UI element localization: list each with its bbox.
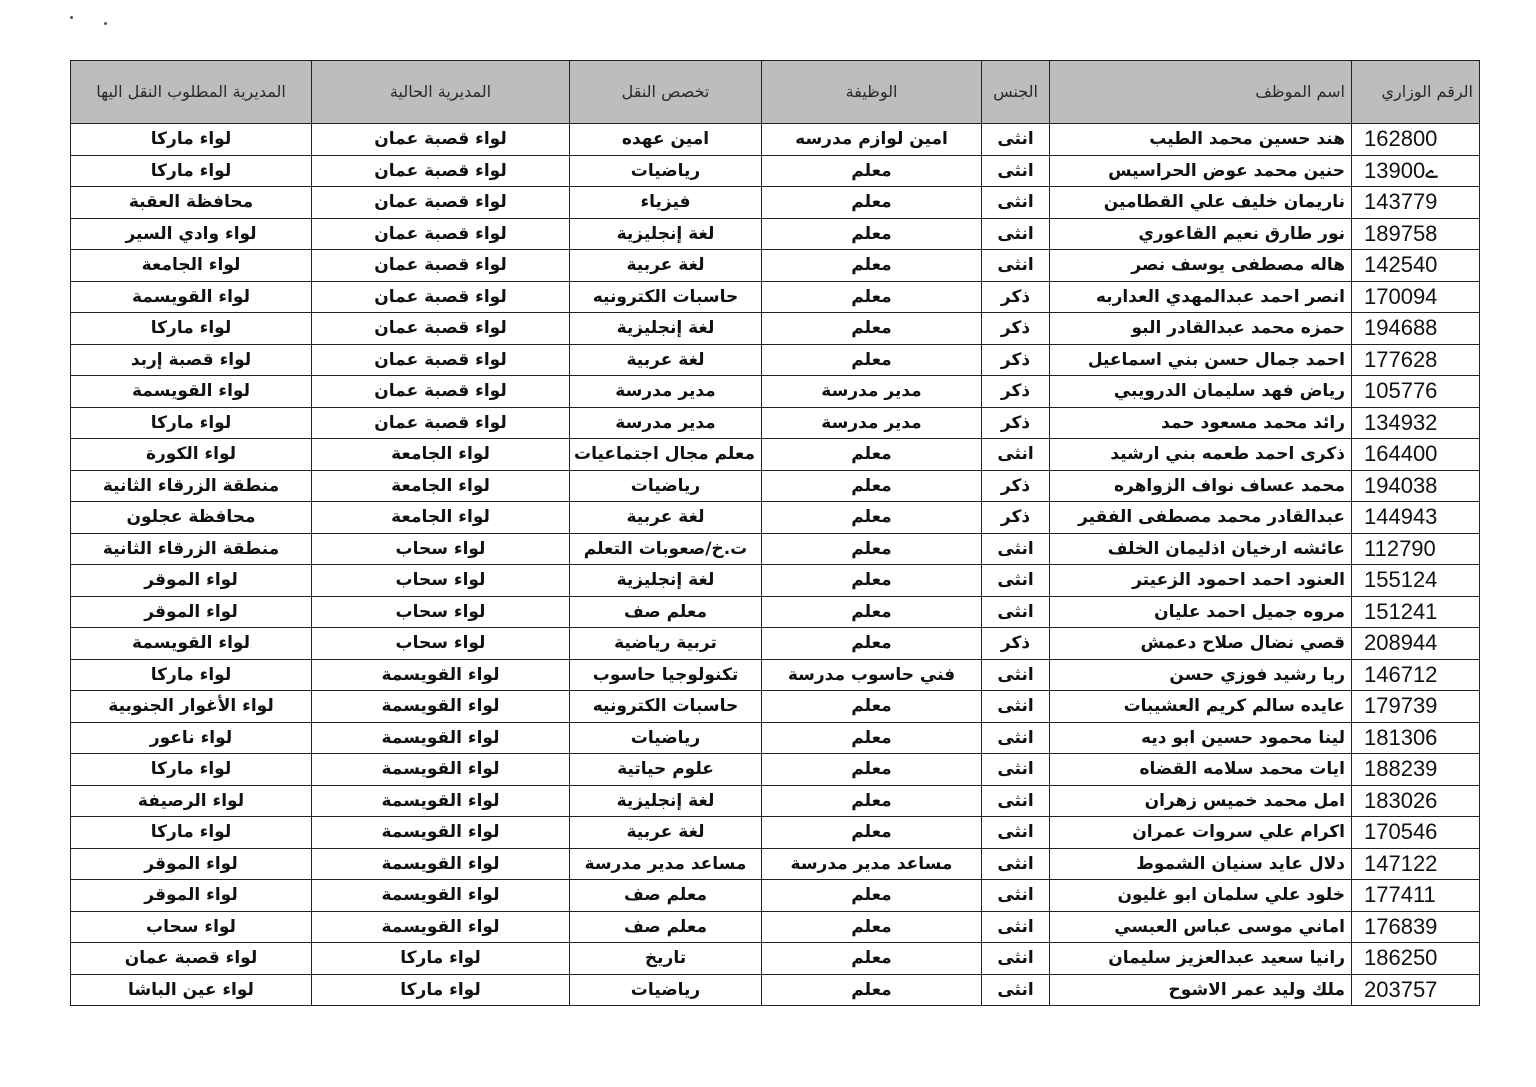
table-header-row — [71, 61, 1480, 124]
gender-cell: ذكر — [982, 470, 1050, 502]
specialty-cell: لغة إنجليزية — [570, 785, 762, 817]
specialty-cell: فيزياء — [570, 187, 762, 219]
requested-directorate-cell: لواء قصبة عمان — [71, 943, 312, 975]
job-cell: معلم — [762, 785, 982, 817]
employee-name-cell: هند حسين محمد الطيب — [1050, 124, 1352, 156]
employee-name-cell: محمد عساف نواف الزواهره — [1050, 470, 1352, 502]
current-directorate-cell: لواء قصبة عمان — [312, 313, 570, 345]
requested-directorate-cell: لواء ناعور — [71, 722, 312, 754]
ministerial-number-cell: 186250 — [1352, 943, 1480, 975]
current-directorate-cell: لواء قصبة عمان — [312, 155, 570, 187]
ministerial-number-cell: 177411 — [1352, 880, 1480, 912]
requested-directorate-cell: لواء القويسمة — [71, 376, 312, 408]
current-directorate-cell: لواء القويسمة — [312, 754, 570, 786]
current-directorate-cell: لواء قصبة عمان — [312, 376, 570, 408]
current-directorate-cell: لواء القويسمة — [312, 911, 570, 943]
gender-cell: انثى — [982, 250, 1050, 282]
specialty-cell: مدير مدرسة — [570, 407, 762, 439]
table-row — [71, 911, 1480, 943]
current-directorate-cell: لواء الجامعة — [312, 439, 570, 471]
job-cell: معلم — [762, 313, 982, 345]
requested-directorate-cell: لواء الموقر — [71, 565, 312, 597]
table-row — [71, 974, 1480, 1006]
gender-cell: انثى — [982, 785, 1050, 817]
table-body — [71, 124, 1480, 1006]
ministerial-number-cell: 208944 — [1352, 628, 1480, 660]
employee-name-cell: حمزه محمد عبدالقادر البو — [1050, 313, 1352, 345]
specialty-cell: معلم صف — [570, 880, 762, 912]
employee-name-cell: انصر احمد عبدالمهدي العداربه — [1050, 281, 1352, 313]
gender-cell: انثى — [982, 754, 1050, 786]
table-row — [71, 187, 1480, 219]
job-cell: معلم — [762, 880, 982, 912]
requested-directorate-cell: لواء ماركا — [71, 155, 312, 187]
gender-cell: انثى — [982, 722, 1050, 754]
ministerial-number-cell: 142540 — [1352, 250, 1480, 282]
gender-cell: ذكر — [982, 502, 1050, 534]
table-row — [71, 281, 1480, 313]
specialty-cell: رياضيات — [570, 155, 762, 187]
ministerial-number-cell: 189758 — [1352, 218, 1480, 250]
specialty-cell: لغة عربية — [570, 817, 762, 849]
gender-cell: ذكر — [982, 281, 1050, 313]
table-row — [71, 439, 1480, 471]
specialty-cell: لغة عربية — [570, 250, 762, 282]
specialty-cell: علوم حياتية — [570, 754, 762, 786]
specialty-cell: رياضيات — [570, 470, 762, 502]
job-cell: معلم — [762, 596, 982, 628]
table-row — [71, 785, 1480, 817]
gender-cell: ذكر — [982, 313, 1050, 345]
job-cell: معلم — [762, 533, 982, 565]
employee-name-cell: ايات محمد سلامه القضاه — [1050, 754, 1352, 786]
job-cell: مساعد مدير مدرسة — [762, 848, 982, 880]
job-cell: مدير مدرسة — [762, 407, 982, 439]
employee-name-cell: رانيا سعيد عبدالعزيز سليمان — [1050, 943, 1352, 975]
ministerial-number-cell: 146712 — [1352, 659, 1480, 691]
specialty-cell: تربية رياضية — [570, 628, 762, 660]
specialty-cell: امين عهده — [570, 124, 762, 156]
table-row — [71, 344, 1480, 376]
specialty-cell: معلم مجال اجتماعيات — [570, 439, 762, 471]
employee-name-cell: اكرام علي سروات عمران — [1050, 817, 1352, 849]
requested-directorate-cell: لواء الكورة — [71, 439, 312, 471]
employee-name-cell: حنين محمد عوض الحراسيس — [1050, 155, 1352, 187]
table-row — [71, 565, 1480, 597]
table-row — [71, 880, 1480, 912]
job-cell: معلم — [762, 722, 982, 754]
gender-cell: ذكر — [982, 344, 1050, 376]
current-directorate-cell: لواء الجامعة — [312, 470, 570, 502]
requested-directorate-cell: منطقة الزرقاء الثانية — [71, 533, 312, 565]
current-directorate-cell: لواء سحاب — [312, 565, 570, 597]
specialty-cell: ت.خ/صعوبات التعلم — [570, 533, 762, 565]
specialty-cell: لغة عربية — [570, 344, 762, 376]
requested-directorate-cell: منطقة الزرقاء الثانية — [71, 470, 312, 502]
requested-directorate-cell: لواء الأغوار الجنوبية — [71, 691, 312, 723]
job-cell: معلم — [762, 187, 982, 219]
current-directorate-cell: لواء الجامعة — [312, 502, 570, 534]
current-directorate-cell: لواء قصبة عمان — [312, 344, 570, 376]
header-requested-directorate: المديرية المطلوب النقل اليها — [71, 61, 312, 124]
current-directorate-cell: لواء القويسمة — [312, 817, 570, 849]
job-cell: امين لوازم مدرسه — [762, 124, 982, 156]
employee-name-cell: خلود علي سلمان ابو غليون — [1050, 880, 1352, 912]
specialty-cell: حاسبات الكترونيه — [570, 691, 762, 723]
table-row — [71, 659, 1480, 691]
ministerial-number-cell: 143779 — [1352, 187, 1480, 219]
employee-name-cell: احمد جمال حسن بني اسماعيل — [1050, 344, 1352, 376]
requested-directorate-cell: لواء قصبة إربد — [71, 344, 312, 376]
current-directorate-cell: لواء قصبة عمان — [312, 218, 570, 250]
employee-name-cell: نور طارق نعيم القاعوري — [1050, 218, 1352, 250]
job-cell: معلم — [762, 281, 982, 313]
employee-name-cell: امل محمد خميس زهران — [1050, 785, 1352, 817]
header-job: الوظيفة — [762, 61, 982, 124]
employee-name-cell: هاله مصطفى يوسف نصر — [1050, 250, 1352, 282]
gender-cell: انثى — [982, 880, 1050, 912]
job-cell: معلم — [762, 817, 982, 849]
scan-speck — [70, 16, 73, 19]
specialty-cell: معلم صف — [570, 596, 762, 628]
ministerial-number-cell: 162800 — [1352, 124, 1480, 156]
employee-name-cell: لينا محمود حسين ابو ديه — [1050, 722, 1352, 754]
table-row — [71, 155, 1480, 187]
job-cell: معلم — [762, 470, 982, 502]
current-directorate-cell: لواء القويسمة — [312, 659, 570, 691]
job-cell: معلم — [762, 155, 982, 187]
requested-directorate-cell: محافظة العقبة — [71, 187, 312, 219]
ministerial-number-cell: 155124 — [1352, 565, 1480, 597]
specialty-cell: لغة إنجليزية — [570, 565, 762, 597]
employee-name-cell: مروه جميل احمد عليان — [1050, 596, 1352, 628]
table-row — [71, 533, 1480, 565]
table-row — [71, 596, 1480, 628]
gender-cell: ذكر — [982, 376, 1050, 408]
ministerial-number-cell: 181306 — [1352, 722, 1480, 754]
ministerial-number-cell: 179739 — [1352, 691, 1480, 723]
gender-cell: انثى — [982, 218, 1050, 250]
specialty-cell: لغة إنجليزية — [570, 218, 762, 250]
job-cell: معلم — [762, 502, 982, 534]
employee-name-cell: عايده سالم كريم العشيبات — [1050, 691, 1352, 723]
ministerial-number-cell: 164400 — [1352, 439, 1480, 471]
gender-cell: انثى — [982, 659, 1050, 691]
employee-name-cell: العنود احمد احمود الزعيتر — [1050, 565, 1352, 597]
gender-cell: انثى — [982, 439, 1050, 471]
header-transfer-specialty: تخصص النقل — [570, 61, 762, 124]
table-row — [71, 848, 1480, 880]
ministerial-number-cell: 188239 — [1352, 754, 1480, 786]
current-directorate-cell: لواء سحاب — [312, 533, 570, 565]
header-current-directorate: المديرية الحالية — [312, 61, 570, 124]
ministerial-number-cell: 170094 — [1352, 281, 1480, 313]
gender-cell: انثى — [982, 943, 1050, 975]
table-row — [71, 754, 1480, 786]
gender-cell: انثى — [982, 565, 1050, 597]
ministerial-number-cell: 177628 — [1352, 344, 1480, 376]
gender-cell: انثى — [982, 911, 1050, 943]
employee-name-cell: رياض فهد سليمان الدرويبي — [1050, 376, 1352, 408]
table-row — [71, 943, 1480, 975]
current-directorate-cell: لواء قصبة عمان — [312, 187, 570, 219]
job-cell: معلم — [762, 691, 982, 723]
requested-directorate-cell: لواء عين الباشا — [71, 974, 312, 1006]
requested-directorate-cell: لواء القويسمة — [71, 281, 312, 313]
ministerial-number-cell: 194038 — [1352, 470, 1480, 502]
current-directorate-cell: لواء القويسمة — [312, 722, 570, 754]
gender-cell: انثى — [982, 817, 1050, 849]
job-cell: معلم — [762, 250, 982, 282]
table-row — [71, 250, 1480, 282]
gender-cell: انثى — [982, 974, 1050, 1006]
table-row — [71, 691, 1480, 723]
employee-name-cell: ملك وليد عمر الاشوح — [1050, 974, 1352, 1006]
requested-directorate-cell: لواء ماركا — [71, 754, 312, 786]
requested-directorate-cell: لواء سحاب — [71, 911, 312, 943]
requested-directorate-cell: لواء الرصيفة — [71, 785, 312, 817]
job-cell: معلم — [762, 754, 982, 786]
job-cell: معلم — [762, 565, 982, 597]
requested-directorate-cell: لواء الجامعة — [71, 250, 312, 282]
table-row — [71, 817, 1480, 849]
gender-cell: انثى — [982, 124, 1050, 156]
header-gender: الجنس — [982, 61, 1050, 124]
employee-name-cell: عبدالقادر محمد مصطفى الفقير — [1050, 502, 1352, 534]
table-row — [71, 124, 1480, 156]
scan-speck — [104, 22, 107, 25]
current-directorate-cell: لواء سحاب — [312, 628, 570, 660]
table-row — [71, 722, 1480, 754]
specialty-cell: تاريخ — [570, 943, 762, 975]
job-cell: معلم — [762, 943, 982, 975]
table-row — [71, 502, 1480, 534]
current-directorate-cell: لواء قصبة عمان — [312, 250, 570, 282]
table-row — [71, 218, 1480, 250]
gender-cell: انثى — [982, 155, 1050, 187]
table-row — [71, 470, 1480, 502]
job-cell: معلم — [762, 628, 982, 660]
ministerial-number-cell: 203757 — [1352, 974, 1480, 1006]
employee-name-cell: اماني موسى عباس العبسي — [1050, 911, 1352, 943]
job-cell: معلم — [762, 439, 982, 471]
gender-cell: انثى — [982, 848, 1050, 880]
current-directorate-cell: لواء القويسمة — [312, 785, 570, 817]
current-directorate-cell: لواء القويسمة — [312, 880, 570, 912]
gender-cell: انثى — [982, 187, 1050, 219]
current-directorate-cell: لواء ماركا — [312, 943, 570, 975]
employee-name-cell: قصي نضال صلاح دعمش — [1050, 628, 1352, 660]
ministerial-number-cell: 194688 — [1352, 313, 1480, 345]
ministerial-number-cell: 13900ے — [1352, 155, 1480, 187]
current-directorate-cell: لواء القويسمة — [312, 691, 570, 723]
gender-cell: انثى — [982, 533, 1050, 565]
current-directorate-cell: لواء قصبة عمان — [312, 407, 570, 439]
requested-directorate-cell: لواء ماركا — [71, 659, 312, 691]
specialty-cell: تكنولوجيا حاسوب — [570, 659, 762, 691]
current-directorate-cell: لواء قصبة عمان — [312, 124, 570, 156]
specialty-cell: رياضيات — [570, 722, 762, 754]
requested-directorate-cell: لواء القويسمة — [71, 628, 312, 660]
requested-directorate-cell: لواء ماركا — [71, 124, 312, 156]
ministerial-number-cell: 112790 — [1352, 533, 1480, 565]
requested-directorate-cell: لواء وادي السير — [71, 218, 312, 250]
requested-directorate-cell: لواء ماركا — [71, 407, 312, 439]
table-row — [71, 313, 1480, 345]
specialty-cell: لغة عربية — [570, 502, 762, 534]
specialty-cell: حاسبات الكترونيه — [570, 281, 762, 313]
employee-name-cell: دلال عايد سنيان الشموط — [1050, 848, 1352, 880]
ministerial-number-cell: 105776 — [1352, 376, 1480, 408]
job-cell: معلم — [762, 911, 982, 943]
current-directorate-cell: لواء القويسمة — [312, 848, 570, 880]
specialty-cell: رياضيات — [570, 974, 762, 1006]
job-cell: مدير مدرسة — [762, 376, 982, 408]
employee-name-cell: عائشه ارخيان اذليمان الخلف — [1050, 533, 1352, 565]
specialty-cell: مساعد مدير مدرسة — [570, 848, 762, 880]
job-cell: معلم — [762, 218, 982, 250]
gender-cell: انثى — [982, 596, 1050, 628]
header-ministerial-number: الرقم الوزاري — [1352, 61, 1480, 124]
requested-directorate-cell: لواء الموقر — [71, 848, 312, 880]
ministerial-number-cell: 151241 — [1352, 596, 1480, 628]
ministerial-number-cell: 183026 — [1352, 785, 1480, 817]
current-directorate-cell: لواء ماركا — [312, 974, 570, 1006]
ministerial-number-cell: 176839 — [1352, 911, 1480, 943]
gender-cell: انثى — [982, 691, 1050, 723]
specialty-cell: معلم صف — [570, 911, 762, 943]
table-row — [71, 628, 1480, 660]
table-row — [71, 407, 1480, 439]
job-cell: معلم — [762, 974, 982, 1006]
requested-directorate-cell: لواء الموقر — [71, 880, 312, 912]
ministerial-number-cell: 170546 — [1352, 817, 1480, 849]
employee-name-cell: ذكرى احمد طعمه بني ارشيد — [1050, 439, 1352, 471]
employee-name-cell: رائد محمد مسعود حمد — [1050, 407, 1352, 439]
requested-directorate-cell: لواء ماركا — [71, 313, 312, 345]
requested-directorate-cell: لواء ماركا — [71, 817, 312, 849]
current-directorate-cell: لواء قصبة عمان — [312, 281, 570, 313]
job-cell: معلم — [762, 344, 982, 376]
gender-cell: ذكر — [982, 407, 1050, 439]
ministerial-number-cell: 134932 — [1352, 407, 1480, 439]
table-row — [71, 376, 1480, 408]
job-cell: فني حاسوب مدرسة — [762, 659, 982, 691]
ministerial-number-cell: 144943 — [1352, 502, 1480, 534]
current-directorate-cell: لواء سحاب — [312, 596, 570, 628]
employee-name-cell: ناريمان خليف علي القطامين — [1050, 187, 1352, 219]
employee-name-cell: ربا رشيد فوزي حسن — [1050, 659, 1352, 691]
transfer-list-table — [70, 60, 1480, 1006]
ministerial-number-cell: 147122 — [1352, 848, 1480, 880]
specialty-cell: لغة إنجليزية — [570, 313, 762, 345]
specialty-cell: مدير مدرسة — [570, 376, 762, 408]
header-employee-name: اسم الموظف — [1050, 61, 1352, 124]
requested-directorate-cell: لواء الموقر — [71, 596, 312, 628]
requested-directorate-cell: محافظة عجلون — [71, 502, 312, 534]
gender-cell: ذكر — [982, 628, 1050, 660]
